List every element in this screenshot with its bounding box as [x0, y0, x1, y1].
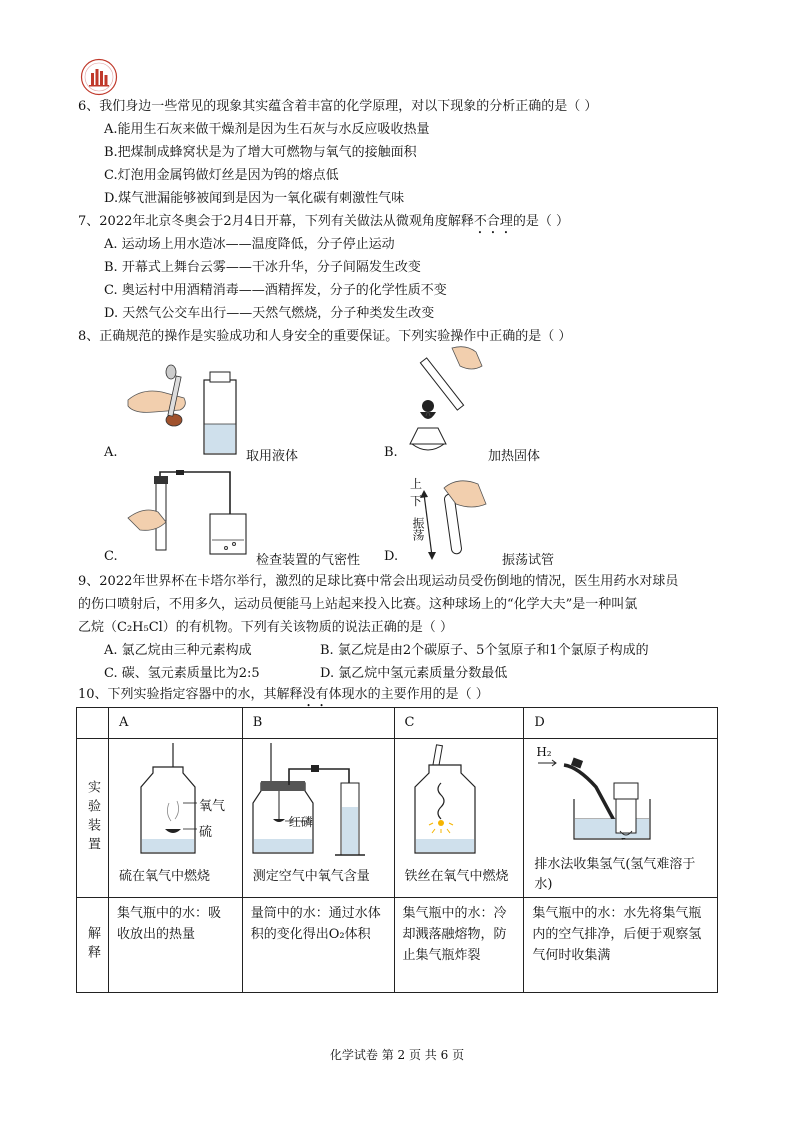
- caption-c: 铁丝在氧气中燃烧: [404, 869, 509, 884]
- explanation-a: 集气瓶中的水：吸收放出的热量: [108, 898, 242, 993]
- q7-option-c: C. 奥运村中用酒精消毒——酒精挥发，分子的化学性质不变: [104, 283, 447, 298]
- label-hydrogen: H₂: [536, 745, 552, 759]
- cell-c-device: [394, 739, 524, 898]
- q6-stem: 6、我们身边一些常见的现象其实蕴含着丰富的化学原理，对以下现象的分析正确的是（ ）: [78, 99, 598, 114]
- header-d: D: [524, 708, 718, 739]
- q8-label-up: 上: [410, 477, 423, 491]
- page-footer: 化学试卷 第 2 页 共 6 页: [329, 1048, 465, 1062]
- table-header-row: [77, 708, 718, 739]
- cell-a-device: [108, 739, 242, 898]
- phosphorus-cylinder-icon: [249, 743, 389, 861]
- q10-stem-pre: 10、下列实验指定容器中的水，其解释: [78, 687, 303, 702]
- q8-caption-b: 加热固体: [488, 449, 541, 464]
- header-blank: [77, 708, 109, 739]
- school-logo-icon: [80, 58, 118, 96]
- q9-option-b: B. 氯乙烷是由2个碳原子、5个氢原子和1个氯原子构成的: [320, 643, 649, 658]
- q8-figure-a-pour-liquid: [124, 358, 244, 458]
- explanation-d: 集气瓶中的水：水先将集气瓶内的空气排净，后便于观察氢气何时收集满: [524, 898, 718, 993]
- q7-stem-post: 的是（ ）: [512, 214, 570, 229]
- q9-option-d: D. 氯乙烷中氢元素质量分数最低: [320, 666, 508, 681]
- q8-letter-d: D.: [384, 549, 399, 564]
- q8-letter-a: A.: [104, 445, 118, 460]
- cell-b-device: [242, 739, 394, 898]
- q8-label-shake: 振荡: [411, 517, 425, 541]
- table-row-explain: [77, 898, 718, 993]
- q8-caption-a: 取用液体: [246, 449, 299, 464]
- q9-stem-line3: 乙烷（C₂H₅Cl）的有机物。下列有关该物质的说法正确的是（ ）: [78, 620, 453, 635]
- q8-figure-c-airtight-check: [126, 470, 266, 560]
- q6-option-a: A.能用生石灰来做干燥剂是因为生石灰与水反应吸收热量: [104, 122, 430, 137]
- caption-b: 测定空气中氧气含量: [252, 869, 370, 884]
- q9-option-a: A. 氯乙烷由三种元素构成: [104, 643, 252, 658]
- q7-option-a: A. 运动场上用水造冰——温度降低，分子停止运动: [104, 237, 395, 252]
- q9-stem-line1: 9、2022年世界杯在卡塔尔举行，激烈的足球比赛中常会出现运动员受伤倒地的情况，医生用药水对球员: [78, 574, 679, 589]
- q7-option-b: B. 开幕式上舞台云雾——干冰升华，分子间隔发生改变: [104, 260, 421, 275]
- caption-d: 排水法收集氢气(氢气难溶于水): [534, 857, 696, 892]
- q8-label-down: 下: [410, 494, 423, 508]
- q10-stem-post: 体现水的主要作用的是（ ）: [328, 687, 489, 702]
- table-row-device: [77, 739, 718, 898]
- q8-caption-d: 振荡试管: [502, 553, 555, 568]
- q9-stem-line2: 的伤口喷射后，不用多久，运动员便能马上站起来投入比赛。这种球场上的“化学大夫”是一种叫氯: [78, 597, 638, 612]
- q7-stem-emphasis: 不合理: [473, 214, 513, 229]
- q10-stem-emphasis: 没有: [302, 687, 329, 702]
- cell-d-device: [524, 739, 718, 898]
- label-sulfur: 硫: [198, 825, 212, 840]
- header-c: C: [394, 708, 524, 739]
- q8-letter-c: C.: [104, 549, 118, 564]
- q6-option-c: C.灯泡用金属钨做灯丝是因为钨的熔点低: [104, 168, 339, 183]
- q6-option-b: B.把煤制成蜂窝状是为了增大可燃物与氧气的接触面积: [104, 145, 417, 160]
- iron-wire-bottle-icon: [403, 743, 513, 861]
- q7-option-d: D. 天然气公交车出行——天然气燃烧，分子种类发生改变: [104, 306, 435, 321]
- q7-stem: [78, 213, 569, 237]
- label-red-phosphorus: 红磷: [288, 815, 313, 829]
- q8-stem: 8、正确规范的操作是实验成功和人身安全的重要保证。下列实验操作中正确的是（ ）: [78, 329, 572, 344]
- explanation-b: 量筒中的水：通过水体积的变化得出O₂体积: [242, 898, 394, 993]
- q7-stem-pre: 7、2022年北京冬奥会于2月4日开幕，下列有关做法从微观角度解释: [78, 214, 474, 229]
- header-b: B: [242, 708, 394, 739]
- hydrogen-collection-icon: [534, 743, 684, 861]
- q10-experiment-table: [76, 707, 718, 993]
- label-oxygen: 氧气: [198, 799, 225, 814]
- q8-caption-c: 检查装置的气密性: [256, 553, 361, 568]
- row-label-explain: 解释: [77, 898, 109, 993]
- q9-option-c: C. 碳、氢元素质量比为2:5: [104, 666, 260, 681]
- q8-figure-b-heat-solid: [400, 344, 490, 462]
- row-label-device: 实验装置: [77, 739, 109, 898]
- q6-option-d: D.煤气泄漏能够被闻到是因为一氧化碳有刺激性气味: [104, 191, 405, 206]
- q8-letter-b: B.: [384, 445, 398, 460]
- header-a: A: [108, 708, 242, 739]
- caption-a: 硫在氧气中燃烧: [118, 869, 210, 884]
- explanation-c: 集气瓶中的水：冷却溅落融熔物，防止集气瓶炸裂: [394, 898, 524, 993]
